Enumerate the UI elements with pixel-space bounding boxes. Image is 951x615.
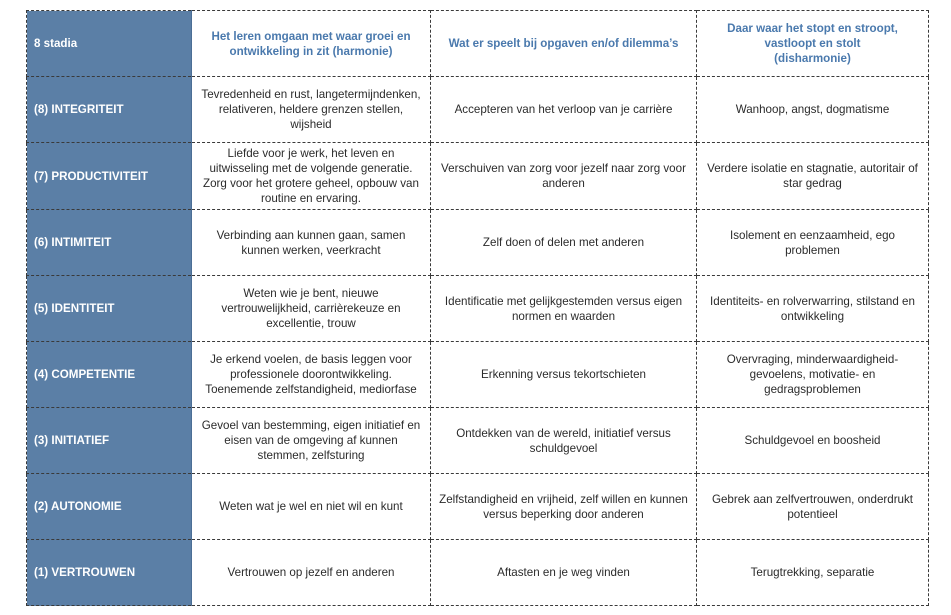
table-row bbox=[27, 276, 929, 342]
table-row bbox=[27, 474, 929, 540]
dilemma-cell: Zelf doen of delen met anderen bbox=[431, 210, 697, 276]
stage-cell: (4) COMPETENTIE bbox=[27, 342, 192, 408]
table-row bbox=[27, 408, 929, 474]
dilemma-cell: Identificatie met gelijkgestemden versus eigen normen en waarden bbox=[431, 276, 697, 342]
harmony-cell: Tevredenheid en rust, langetermijndenken, relativeren, heldere grenzen stellen, wijsheid bbox=[192, 77, 431, 143]
stage-cell: (8) INTEGRITEIT bbox=[27, 77, 192, 143]
table-row bbox=[27, 143, 929, 210]
header-dilemma-cell: Wat er speelt bij opgaven en/of dilemma’s bbox=[431, 11, 697, 77]
stage-cell: (3) INITIATIEF bbox=[27, 408, 192, 474]
table-row bbox=[27, 210, 929, 276]
header-stage-cell: 8 stadia bbox=[27, 11, 192, 77]
stage-cell: (7) PRODUCTIVITEIT bbox=[27, 143, 192, 210]
stage-cell: (6) INTIMITEIT bbox=[27, 210, 192, 276]
harmony-cell: Vertrouwen op jezelf en anderen bbox=[192, 540, 431, 606]
stage-cell: (5) IDENTITEIT bbox=[27, 276, 192, 342]
header-harmony-cell: Het leren omgaan met waar groei en ontwikkeling in zit (harmonie) bbox=[192, 11, 431, 77]
dilemma-cell: Erkenning versus tekortschieten bbox=[431, 342, 697, 408]
disharmony-cell: Identiteits- en rolverwarring, stilstand en ontwikkeling bbox=[697, 276, 929, 342]
disharmony-cell: Overvraging, minderwaardigheid-gevoelens, motivatie- en gedragsproblemen bbox=[697, 342, 929, 408]
stage-cell: (1) VERTROUWEN bbox=[27, 540, 192, 606]
disharmony-cell: Schuldgevoel en boosheid bbox=[697, 408, 929, 474]
stages-table-container bbox=[26, 10, 928, 604]
table-row bbox=[27, 77, 929, 143]
harmony-cell: Je erkend voelen, de basis leggen voor professionele doorontwikkeling. Toenemende zelfstandigheid, mediorfase bbox=[192, 342, 431, 408]
table-row bbox=[27, 540, 929, 606]
stage-cell: (2) AUTONOMIE bbox=[27, 474, 192, 540]
dilemma-cell: Accepteren van het verloop van je carrière bbox=[431, 77, 697, 143]
dilemma-cell: Aftasten en je weg vinden bbox=[431, 540, 697, 606]
table-row bbox=[27, 342, 929, 408]
dilemma-cell: Zelfstandigheid en vrijheid, zelf willen en kunnen versus beperking door anderen bbox=[431, 474, 697, 540]
harmony-cell: Weten wat je wel en niet wil en kunt bbox=[192, 474, 431, 540]
header-row bbox=[27, 11, 929, 77]
disharmony-cell: Wanhoop, angst, dogmatisme bbox=[697, 77, 929, 143]
harmony-cell: Verbinding aan kunnen gaan, samen kunnen werken, veerkracht bbox=[192, 210, 431, 276]
disharmony-cell: Gebrek aan zelfvertrouwen, onderdrukt potentieel bbox=[697, 474, 929, 540]
disharmony-cell: Verdere isolatie en stagnatie, autoritair of star gedrag bbox=[697, 143, 929, 210]
disharmony-cell: Terugtrekking, separatie bbox=[697, 540, 929, 606]
header-disharmony-cell bbox=[697, 11, 929, 77]
header-disharmony-note: (disharmonie) bbox=[774, 52, 851, 65]
header-disharmony-text: Daar waar het stopt en stroopt, vastloopt en stolt bbox=[727, 22, 898, 50]
harmony-cell: Weten wie je bent, nieuwe vertrouwelijkheid, carrièrekeuze en excellentie, trouw bbox=[192, 276, 431, 342]
disharmony-cell: Isolement en eenzaamheid, ego problemen bbox=[697, 210, 929, 276]
harmony-cell: Gevoel van bestemming, eigen initiatief en eisen van de omgeving af kunnen stemmen, zelfsturing bbox=[192, 408, 431, 474]
stages-table bbox=[26, 10, 929, 606]
dilemma-cell: Verschuiven van zorg voor jezelf naar zorg voor anderen bbox=[431, 143, 697, 210]
dilemma-cell: Ontdekken van de wereld, initiatief versus schuldgevoel bbox=[431, 408, 697, 474]
harmony-cell: Liefde voor je werk, het leven en uitwisseling met de volgende generatie. Zorg voor het grotere geheel, opbouw van routine en ervaring. bbox=[192, 143, 431, 210]
